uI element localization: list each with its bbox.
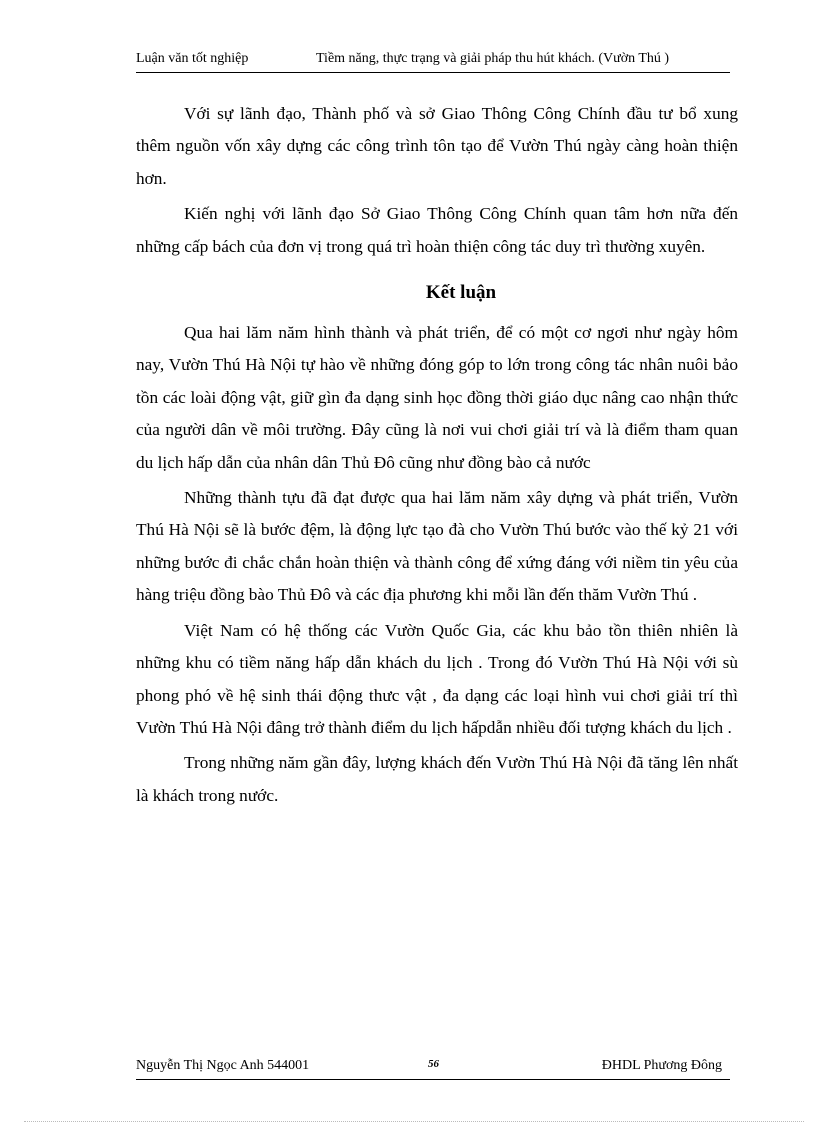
paragraph: Trong những năm gần đây, lượng khách đến Vườn Thú Hà Nội đã tăng lên nhất là khách trong nước. (136, 753, 738, 805)
page-number: 56 (428, 1058, 439, 1070)
header-thesis-label: Luận văn tốt nghiệp (136, 51, 249, 66)
paragraph: Những thành tựu đã đạt được qua hai lăm năm xây dựng và phát triển, Vườn Thú Hà Nội sẽ là bước đệm, là động lực tạo đà cho Vườn Thú bước vào thế kỷ 21 với những bước đi chắc chắn hoàn thiện và thành công để xứng đáng với niềm tin yêu của hàng triệu đồng bào Thủ Đô và các địa phương khi mỗi lần đến thăm Vườn Thú . (136, 488, 738, 605)
page-content (136, 98, 738, 812)
page-header (136, 50, 730, 73)
paragraph: Với sự lãnh đạo, Thành phố và sở Giao Thông Công Chính đầu tư bổ xung thêm nguồn vốn xây dựng các công trình tôn tạo để Vườn Thú ngày càng hoàn thiện hơn. (136, 104, 738, 188)
paragraph: Kiến nghị với lãnh đạo Sở Giao Thông Công Chính quan tâm hơn nữa đến những cấp bách của đơn vị trong quá trì hoàn thiện công tác duy trì thường xuyên. (136, 204, 738, 256)
paragraph: Việt Nam có hệ thống các Vườn Quốc Gia, các khu bảo tồn thiên nhiên là những khu có tiềm năng hấp dẫn khách du lịch . Trong đó Vườn Thú Hà Nội với sù phong phó về hệ sinh thái động thưc vật , đa dạng các loại hình vui chơi giải trí thì Vườn Thú Hà Nội đâng trở thành điểm du lịch hấpdẫn nhiều đối tượng khách du lịch . (136, 620, 738, 737)
section-heading: Kết luận (425, 282, 497, 304)
footer-school: ĐHDL Phương Đông (601, 1058, 722, 1073)
page-footer (136, 1057, 730, 1080)
header-thesis-title: Tiềm năng, thực trạng và giải pháp thu hút khách. (Vườn Thú ) (316, 51, 670, 66)
footer-author: Nguyễn Thị Ngọc Anh 544001 (136, 1058, 310, 1073)
paragraph: Qua hai lăm năm hình thành và phát triển, để có một cơ ngơi như ngày hôm nay, Vườn Thú Hà Nội tự hào về những đóng góp to lớn trong công tác nhân nuôi bảo tồn các loài động vật, giữ gìn đa dạng sinh học đồng thời giáo dục nâng cao nhận thức của người dân về môi trường. Đây cũng là nơi vui chơi giải trí và là điểm tham quan du lịch hấp dẫn của nhân dân Thủ Đô cũng như đồng bào cả nước (136, 323, 738, 472)
page-edge-divider (24, 1121, 804, 1122)
